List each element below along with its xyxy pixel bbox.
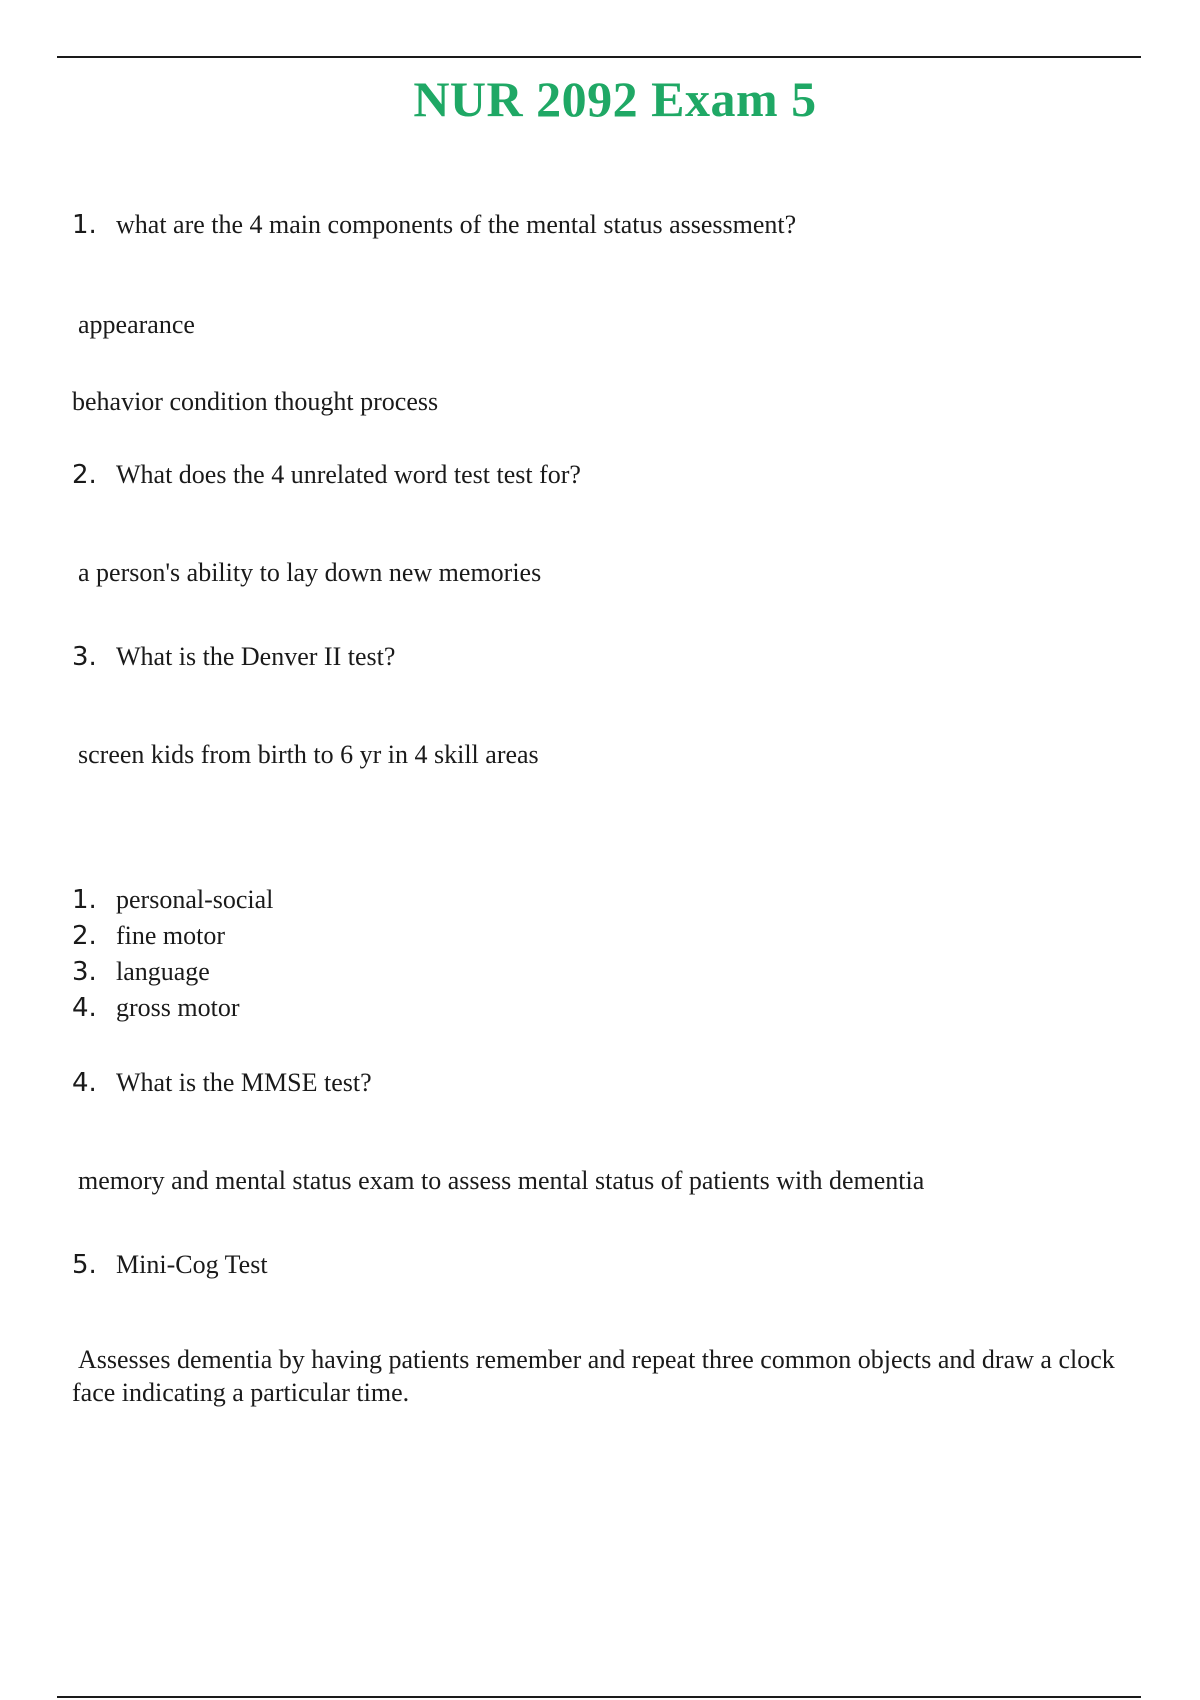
list-item-number: 4. [72, 993, 97, 1023]
answer-4: memory and mental status exam to assess mental status of patients with dementia [78, 1166, 925, 1195]
question-text: What is the Denver II test? [116, 642, 396, 671]
list-item [72, 882, 273, 918]
page-title: NUR 2092 Exam 5 [413, 71, 817, 127]
skill-areas-list [72, 882, 273, 1026]
question-1 [72, 210, 796, 240]
question-number: 3. [72, 642, 97, 672]
answer-1-line-1: appearance [78, 310, 195, 339]
list-item-text: fine motor [116, 921, 226, 950]
answer-2: a person's ability to lay down new memories [78, 558, 542, 587]
question-number: 2. [72, 460, 97, 490]
list-item-number: 3. [72, 957, 97, 987]
question-5 [72, 1250, 268, 1280]
top-rule [57, 56, 1141, 58]
list-item [72, 918, 273, 954]
list-item-text: personal-social [116, 885, 274, 914]
list-item-number: 2. [72, 921, 97, 951]
question-text: What is the MMSE test? [116, 1068, 372, 1097]
question-number: 4. [72, 1068, 97, 1098]
question-text: What does the 4 unrelated word test test for? [116, 460, 581, 489]
list-item-number: 1. [72, 885, 97, 915]
question-number: 1. [72, 210, 97, 240]
question-4 [72, 1068, 372, 1098]
answer-5: Assesses dementia by having patients remember and repeat three common objects and draw a clock face indicating a particular time. [72, 1345, 1115, 1407]
answer-1-line-2: behavior condition thought process [72, 387, 439, 416]
question-3 [72, 642, 395, 672]
list-item [72, 990, 273, 1026]
list-item-text: gross motor [116, 993, 240, 1022]
list-item [72, 954, 273, 990]
question-number: 5. [72, 1250, 97, 1280]
bottom-rule [57, 1696, 1141, 1698]
list-item-text: language [116, 957, 210, 986]
question-2 [72, 460, 581, 490]
question-text: Mini-Cog Test [116, 1250, 268, 1279]
question-text: what are the 4 main components of the mental status assessment? [116, 210, 797, 239]
answer-3: screen kids from birth to 6 yr in 4 skill areas [78, 740, 539, 769]
